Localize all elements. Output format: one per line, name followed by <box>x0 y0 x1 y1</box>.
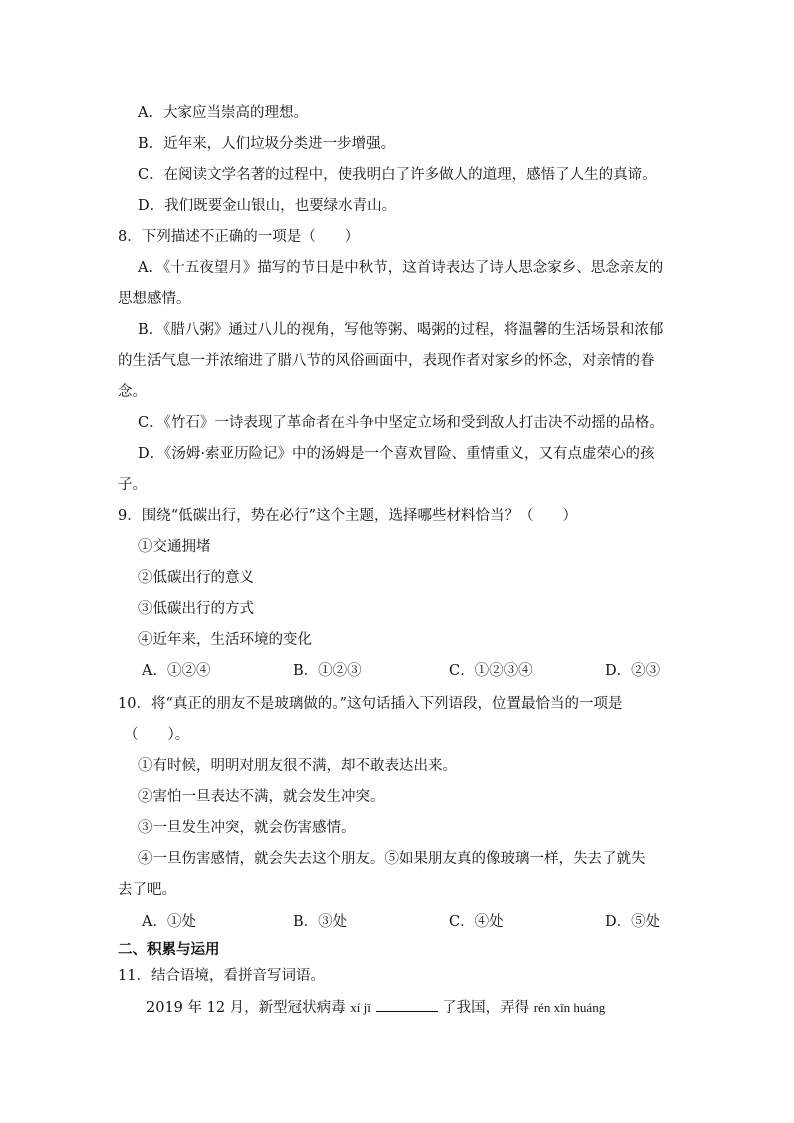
q10-choices <box>0 912 794 932</box>
q11-text-mid: 了我国，弄得 <box>442 1000 530 1016</box>
q8-option-d-line2: 子。 <box>118 477 147 493</box>
q9-choice-b: B．①②③ <box>293 663 362 679</box>
q8-option-d-line1: D．《汤姆·索亚历险记》中的汤姆是一个喜欢冒险、重情重义，又有点虚荣心的孩 <box>138 446 655 462</box>
q7-option-d: D．我们既要金山银山，也要绿水青山。 <box>138 198 397 214</box>
q8-option-b-line2: 的生活气息一并浓缩进了腊八节的风俗画面中，表现作者对家乡的怀念，对亲情的眷 <box>118 353 655 369</box>
q11-text-line <box>146 997 605 1018</box>
q9-choices <box>0 661 794 681</box>
q9-item-4: ④近年来，生活环境的变化 <box>138 632 312 648</box>
q10-sentence-4-line1: ④一旦伤害感情，就会失去这个朋友。⑤如果朋友真的像玻璃一样，失去了就失 <box>138 851 646 867</box>
q10-sentence-1: ①有时候，明明对朋友很不满，却不敢表达出来。 <box>138 758 457 774</box>
q8-option-b-line3: 念。 <box>118 384 147 400</box>
q8-option-a-line2: 思想感情。 <box>118 291 191 307</box>
q9-stem: 9．围绕“低碳出行，势在必行”这个主题，选择哪些材料恰当？（ ） <box>118 508 578 524</box>
q10-choice-d: D．⑤处 <box>605 914 661 930</box>
q11-text-pre: 2019 年 12 月，新型冠状病毒 <box>146 1000 346 1016</box>
section-title: 二、积累与运用 <box>118 942 220 958</box>
q10-sentence-3: ③一旦发生冲突，就会伤害感情。 <box>138 820 356 836</box>
q7-option-c: C．在阅读文学名著的过程中，使我明白了许多做人的道理，感悟了人生的真谛。 <box>138 167 657 183</box>
q9-item-1: ①交通拥堵 <box>138 539 211 555</box>
q7-option-a: A．大家应当崇高的理想。 <box>138 105 308 121</box>
q8-option-b-line1: B．《腊八粥》通过八儿的视角，写他等粥、喝粥的过程，将温馨的生活场景和浓郁 <box>138 322 664 338</box>
q8-option-a-line1: A．《十五夜望月》描写的节日是中秋节，这首诗表达了诗人思念家乡、思念亲友的 <box>138 260 664 276</box>
q11-pinyin-1: xí jī <box>350 1000 371 1015</box>
q9-choice-d: D．②③ <box>605 663 661 679</box>
q9-choice-a: A．①②④ <box>142 663 211 679</box>
q9-item-3: ③低碳出行的方式 <box>138 601 254 617</box>
q9-item-2: ②低碳出行的意义 <box>138 570 254 586</box>
q10-sentence-2: ②害怕一旦表达不满，就会发生冲突。 <box>138 789 385 805</box>
q10-stem-line1: 10．将“真正的朋友不是玻璃做的。”这句话插入下列语段，位置最恰当的一项是 <box>118 696 623 712</box>
q10-choice-c: C．④处 <box>449 914 504 930</box>
q11-pinyin-2: rén xīn huáng <box>533 1000 606 1015</box>
q10-stem-line2: （ ）。 <box>124 727 190 743</box>
q9-choice-c: C．①②③④ <box>449 663 533 679</box>
q11-answer-blank-1[interactable] <box>376 997 438 1012</box>
q7-option-b: B．近年来，人们垃圾分类进一步增强。 <box>138 136 396 152</box>
q8-option-c: C．《竹石》一诗表现了革命者在斗争中坚定立场和受到敌人打击决不动摇的品格。 <box>138 415 664 431</box>
q10-sentence-4-line2: 去了吧。 <box>118 882 176 898</box>
q11-stem: 11．结合语境，看拼音写词语。 <box>118 968 325 984</box>
q10-choice-a: A．①处 <box>142 914 196 930</box>
q8-stem: 8．下列描述不正确的一项是（ ） <box>118 229 360 245</box>
q10-choice-b: B．③处 <box>293 914 348 930</box>
